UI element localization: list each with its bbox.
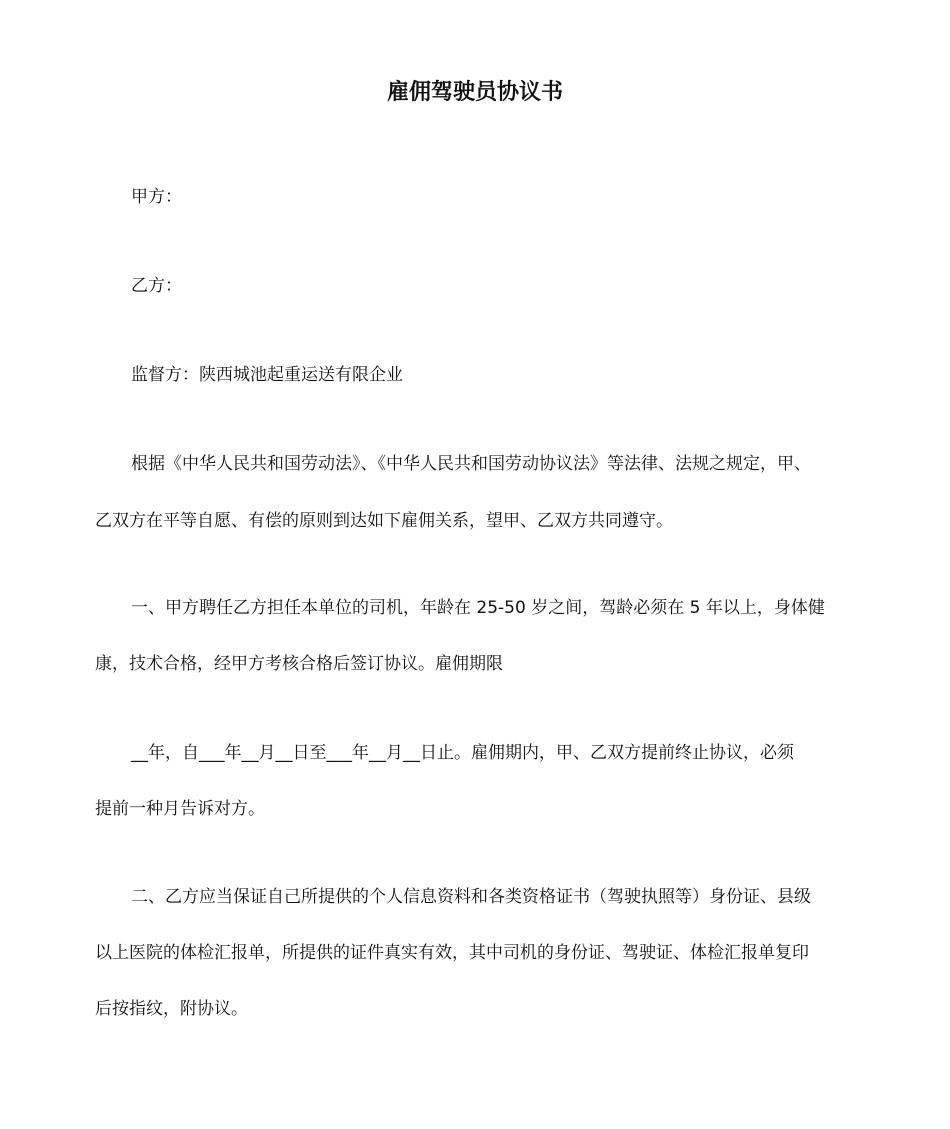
clause2-line-1: 二、乙方应当保证自己所提供的个人信息资料和各类资格证书（驾驶执照等）身份证、县级 (131, 887, 811, 907)
clause1-line-2: 康，技术合格，经甲方考核合格后签订协议。雇佣期限 (95, 654, 503, 674)
supervisor-line: 监督方：陕西城池起重运送有限企业 (131, 365, 403, 385)
clause1-line-3: __年，自___年__月__日至___年__月__日止。雇佣期内，甲、乙双方提前终止协议，必须 (131, 743, 794, 763)
clause2-line-3: 后按指纹，附协议。 (95, 999, 248, 1019)
preamble-line-2: 乙双方在平等自愿、有偿的原则到达如下雇佣关系，望甲、乙双方共同遵守。 (95, 511, 673, 531)
clause2-line-2: 以上医院的体检汇报单，所提供的证件真实有效，其中司机的身份证、驾驶证、体检汇报单复印 (95, 943, 809, 963)
clause1-line-4: 提前一种月告诉对方。 (95, 799, 265, 819)
preamble-line-1: 根据《中华人民共和国劳动法》、《中华人民共和国劳动协议法》等法律、法规之规定，甲、 (131, 454, 811, 474)
clause1-line-1: 一、甲方聘任乙方担任本单位的司机，年龄在 25-50 岁之间，驾龄必须在 5 年以上，身体健 (131, 598, 825, 618)
party-b-line: 乙方： (131, 276, 182, 296)
document-title: 雇佣驾驶员协议书 (386, 80, 563, 105)
party-a-line: 甲方： (131, 187, 182, 207)
